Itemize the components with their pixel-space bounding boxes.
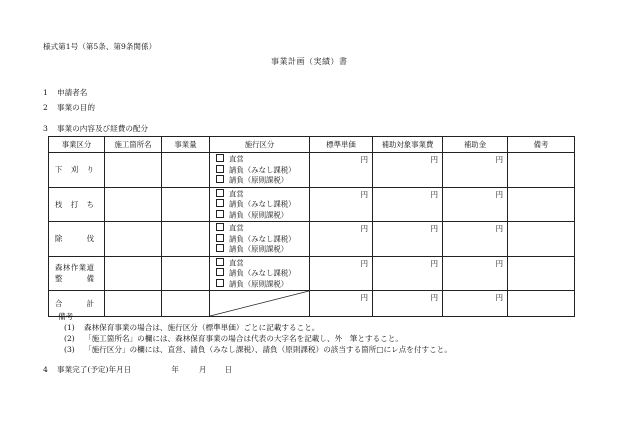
execution-type-cell [210,187,310,222]
option-label: 請負（みなし課税） [229,268,296,278]
section-number: 3 [43,124,48,133]
unit-price-cell[interactable] [310,256,373,291]
section-number: 1 [43,88,48,97]
note-number: (2) [64,334,75,343]
option-contract-deemed-tax[interactable] [216,165,309,176]
date-month-label: 月 [198,365,207,374]
yen-unit: 円 [495,258,503,268]
option-label: 請負（原則課税） [229,279,289,288]
option-label: 請負（みなし課税） [229,199,296,209]
yen-unit: 円 [360,224,368,233]
execution-type-cell [210,222,310,257]
option-label: 請負（原則課税） [229,210,289,219]
checkbox[interactable] [216,165,224,173]
header-eligible-cost: 補助対象事業費 [373,137,443,153]
subsidy-cell[interactable] [443,187,508,222]
quantity-cell[interactable] [162,153,210,188]
checkbox[interactable] [216,189,224,197]
category-line: 森林作業道 [55,263,94,273]
eligible-cost-cell[interactable] [373,222,443,257]
total-execution-type-cell [210,291,310,317]
diagonal-strike [210,291,309,316]
category-cell: 下刈り [49,153,105,188]
header-standard-unit-price: 標準単価 [310,137,373,153]
site-name-cell[interactable] [105,256,162,291]
eligible-cost-cell[interactable] [373,153,443,188]
checkbox[interactable] [216,223,224,231]
section-label: 事業の目的 [57,103,95,112]
total-remarks-cell[interactable] [508,291,575,317]
total-eligible-cost-cell[interactable] [373,291,443,317]
header-site-name: 施工箇所名 [105,137,162,153]
yen-unit: 円 [495,189,503,199]
table-header-row [49,137,575,153]
option-contract-standard-tax[interactable] [216,210,309,221]
section-label: 事業完了(予定)年月日 [57,365,132,374]
unit-price-cell[interactable] [310,222,373,257]
option-direct[interactable] [216,258,309,269]
site-name-cell[interactable] [105,187,162,222]
yen-unit: 円 [430,189,438,199]
option-label: 請負（みなし課税） [229,165,296,174]
option-label: 直営 [229,223,244,233]
option-contract-deemed-tax[interactable] [216,234,309,245]
quantity-cell[interactable] [162,222,210,257]
category-cell [49,256,105,291]
eligible-cost-cell[interactable] [373,256,443,291]
note-number: (3) [64,345,75,354]
section-label: 申請者名 [57,88,88,97]
total-row [49,291,575,317]
checkbox[interactable] [216,199,224,207]
checkbox[interactable] [216,268,224,276]
form-number: 様式第1号（第5条、第9条関係） [43,42,157,51]
option-contract-standard-tax[interactable] [216,279,309,290]
table-row [49,153,575,188]
yen-unit: 円 [430,258,438,268]
total-quantity-cell [162,291,210,317]
header-remarks: 備考 [508,137,575,153]
table-row [49,222,575,257]
option-label: 直営 [229,154,244,164]
checkbox[interactable] [216,279,224,287]
option-direct[interactable] [216,189,309,200]
unit-price-cell[interactable] [310,153,373,188]
note-text: 森林保育事業の場合は、施行区分（標準単価）ごとに記載すること。 [84,323,320,332]
project-plan-table [48,136,575,317]
remarks-cell[interactable] [508,256,575,291]
total-subsidy-cell[interactable] [443,291,508,317]
option-contract-standard-tax[interactable] [216,244,309,255]
yen-unit: 円 [360,293,368,302]
checkbox[interactable] [216,258,224,266]
header-subsidy: 補助金 [443,137,508,153]
table-row [49,187,575,222]
option-direct[interactable] [216,223,309,234]
section-completion-date [43,366,232,374]
note-text: 「施行区分」の欄には、直営、請負（みなし課税）、請負（原則課税）の該当する箇所□にレ点を付すこと。 [84,345,452,354]
note-item [64,324,319,332]
site-name-cell[interactable] [105,222,162,257]
yen-unit: 円 [495,224,503,233]
section-label: 事業の内容及び経費の配分 [57,124,149,133]
option-contract-deemed-tax[interactable] [216,199,309,210]
subsidy-cell[interactable] [443,222,508,257]
option-label: 請負（みなし課税） [229,234,296,243]
date-year-label: 年 [171,365,179,374]
execution-type-cell [210,256,310,291]
section-applicant-name [43,89,87,97]
subsidy-cell[interactable] [443,256,508,291]
quantity-cell[interactable] [162,187,210,222]
section-content-allocation [43,125,148,133]
option-label: 請負（原則課税） [229,244,289,254]
checkbox[interactable] [216,154,224,162]
yen-unit: 円 [430,293,438,302]
total-site-name-cell [105,291,162,317]
note-item [64,335,403,343]
total-label: 合計 [49,291,105,317]
category-cell: 枝打ち [49,187,105,222]
checkbox[interactable] [216,210,224,218]
note-text: 「施工箇所名」の欄には、森林保育事業の場合は代表の大字名を記載し、外 筆とすること。 [84,334,403,343]
total-unit-price-cell[interactable] [310,291,373,317]
yen-unit: 円 [495,293,503,302]
eligible-cost-cell[interactable] [373,187,443,222]
remarks-cell[interactable] [508,153,575,188]
category-line: 整備 [55,274,94,284]
yen-unit: 円 [495,155,503,164]
section-purpose [43,104,95,112]
yen-unit: 円 [360,189,368,199]
header-category: 事業区分 [49,137,105,153]
section-number: 4 [43,365,48,374]
header-quantity: 事業量 [162,137,210,153]
checkbox[interactable] [216,244,224,252]
category-cell: 除伐 [49,222,105,257]
remarks-cell[interactable] [508,222,575,257]
date-day-label: 日 [224,365,233,374]
table-row [49,256,575,291]
yen-unit: 円 [360,155,368,164]
section-number: 2 [43,103,48,112]
yen-unit: 円 [430,155,438,164]
unit-price-cell[interactable] [310,187,373,222]
subsidy-cell[interactable] [443,153,508,188]
remarks-cell[interactable] [508,187,575,222]
header-execution-type: 施行区分 [210,137,310,153]
option-contract-standard-tax[interactable] [216,175,309,186]
checkbox[interactable] [216,175,224,183]
execution-type-cell [210,153,310,188]
yen-unit: 円 [430,224,438,233]
option-label: 請負（原則課税） [229,175,289,185]
option-label: 直営 [229,258,244,267]
yen-unit: 円 [360,258,368,268]
checkbox[interactable] [216,234,224,242]
note-number: (1) [64,323,75,332]
site-name-cell[interactable] [105,153,162,188]
notes-heading: 備考 [58,312,74,321]
document-title: 事業計画（実績）書 [271,57,348,66]
quantity-cell[interactable] [162,256,210,291]
option-direct[interactable] [216,154,309,165]
option-label: 直営 [229,189,244,198]
option-contract-deemed-tax[interactable] [216,268,309,279]
note-item [64,346,452,354]
